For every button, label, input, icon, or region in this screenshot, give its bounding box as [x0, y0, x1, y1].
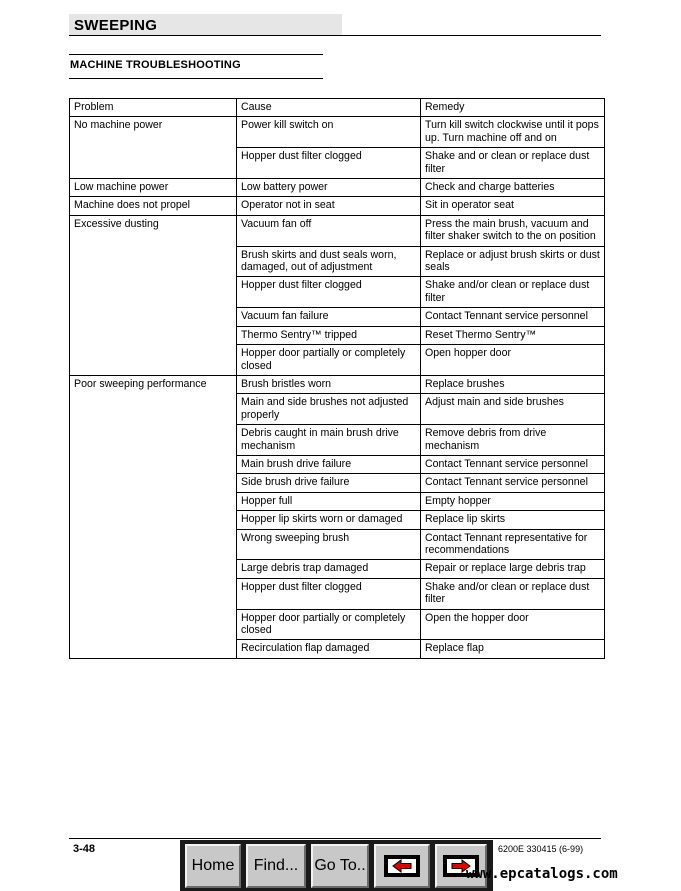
column-header-cause: Cause [237, 99, 421, 117]
remedy-cell: Repair or replace large debris trap [421, 560, 605, 578]
cause-cell: Debris caught in main brush drive mechanism [237, 425, 421, 456]
remedy-cell: Press the main brush, vacuum and filter shaker switch to the on position [421, 215, 605, 246]
column-header-problem: Problem [70, 99, 237, 117]
footer-rule [69, 838, 601, 839]
remedy-cell: Contact Tennant service personnel [421, 455, 605, 473]
problem-cell: Poor sweeping performance [70, 375, 237, 658]
subtitle-rule-bottom [69, 78, 323, 79]
section-title: SWEEPING [69, 14, 342, 36]
cause-cell: Brush skirts and dust seals worn, damaged, out of adjustment [237, 246, 421, 277]
navigation-bar [180, 840, 493, 891]
home-button[interactable]: Home [185, 844, 241, 888]
remedy-cell: Shake and/or clean or replace dust filter [421, 277, 605, 308]
column-header-remedy: Remedy [421, 99, 605, 117]
table-row [70, 215, 605, 246]
cause-cell: Thermo Sentry™ tripped [237, 326, 421, 344]
troubleshooting-table [69, 98, 605, 659]
remedy-cell: Replace brushes [421, 375, 605, 393]
goto-button[interactable]: Go To.. [311, 844, 369, 888]
watermark-url: www.epcatalogs.com [466, 866, 618, 882]
cause-cell: Vacuum fan off [237, 215, 421, 246]
document-number: 6200E 330415 (6-99) [498, 844, 584, 854]
problem-cell: Excessive dusting [70, 215, 237, 375]
remedy-cell: Reset Thermo Sentry™ [421, 326, 605, 344]
cause-cell: Hopper full [237, 492, 421, 510]
cause-cell: Main and side brushes not adjusted properly [237, 394, 421, 425]
remedy-cell: Sit in operator seat [421, 197, 605, 215]
problem-cell: Machine does not propel [70, 197, 237, 215]
cause-cell: Main brush drive failure [237, 455, 421, 473]
table-row [70, 375, 605, 393]
cause-cell: Power kill switch on [237, 117, 421, 148]
remedy-cell: Turn kill switch clockwise until it pops up. Turn machine off and on [421, 117, 605, 148]
remedy-cell: Replace or adjust brush skirts or dust seals [421, 246, 605, 277]
cause-cell: Operator not in seat [237, 197, 421, 215]
cause-cell: Hopper door partially or completely closed [237, 345, 421, 376]
cause-cell: Wrong sweeping brush [237, 529, 421, 560]
subtitle-rule-top [69, 54, 323, 55]
page-number: 3-48 [73, 843, 96, 855]
cause-cell: Large debris trap damaged [237, 560, 421, 578]
remedy-cell: Adjust main and side brushes [421, 394, 605, 425]
table-row [70, 179, 605, 197]
table-header-row [70, 99, 605, 117]
remedy-cell: Contact Tennant service personnel [421, 474, 605, 492]
cause-cell: Low battery power [237, 179, 421, 197]
table-row [70, 117, 605, 148]
remedy-cell: Remove debris from drive mechanism [421, 425, 605, 456]
remedy-cell: Contact Tennant representative for recommendations [421, 529, 605, 560]
problem-cell: Low machine power [70, 179, 237, 197]
page-subtitle: MACHINE TROUBLESHOOTING [70, 59, 241, 71]
header-rule [69, 35, 601, 36]
remedy-cell: Contact Tennant service personnel [421, 308, 605, 326]
cause-cell: Recirculation flap damaged [237, 640, 421, 658]
cause-cell: Hopper dust filter clogged [237, 277, 421, 308]
remedy-cell: Replace flap [421, 640, 605, 658]
remedy-cell: Empty hopper [421, 492, 605, 510]
cause-cell: Hopper lip skirts worn or damaged [237, 511, 421, 529]
cause-cell: Hopper door partially or completely closed [237, 609, 421, 640]
remedy-cell: Open the hopper door [421, 609, 605, 640]
table-row [70, 197, 605, 215]
cause-cell: Side brush drive failure [237, 474, 421, 492]
back-button[interactable] [374, 844, 430, 888]
find-button[interactable]: Find... [246, 844, 306, 888]
remedy-cell: Open hopper door [421, 345, 605, 376]
cause-cell: Brush bristles worn [237, 375, 421, 393]
remedy-cell: Replace lip skirts [421, 511, 605, 529]
remedy-cell: Check and charge batteries [421, 179, 605, 197]
cause-cell: Hopper dust filter clogged [237, 148, 421, 179]
remedy-cell: Shake and or clean or replace dust filter [421, 148, 605, 179]
remedy-cell: Shake and/or clean or replace dust filter [421, 578, 605, 609]
back-arrow-icon [384, 855, 420, 877]
cause-cell: Vacuum fan failure [237, 308, 421, 326]
problem-cell: No machine power [70, 117, 237, 179]
cause-cell: Hopper dust filter clogged [237, 578, 421, 609]
